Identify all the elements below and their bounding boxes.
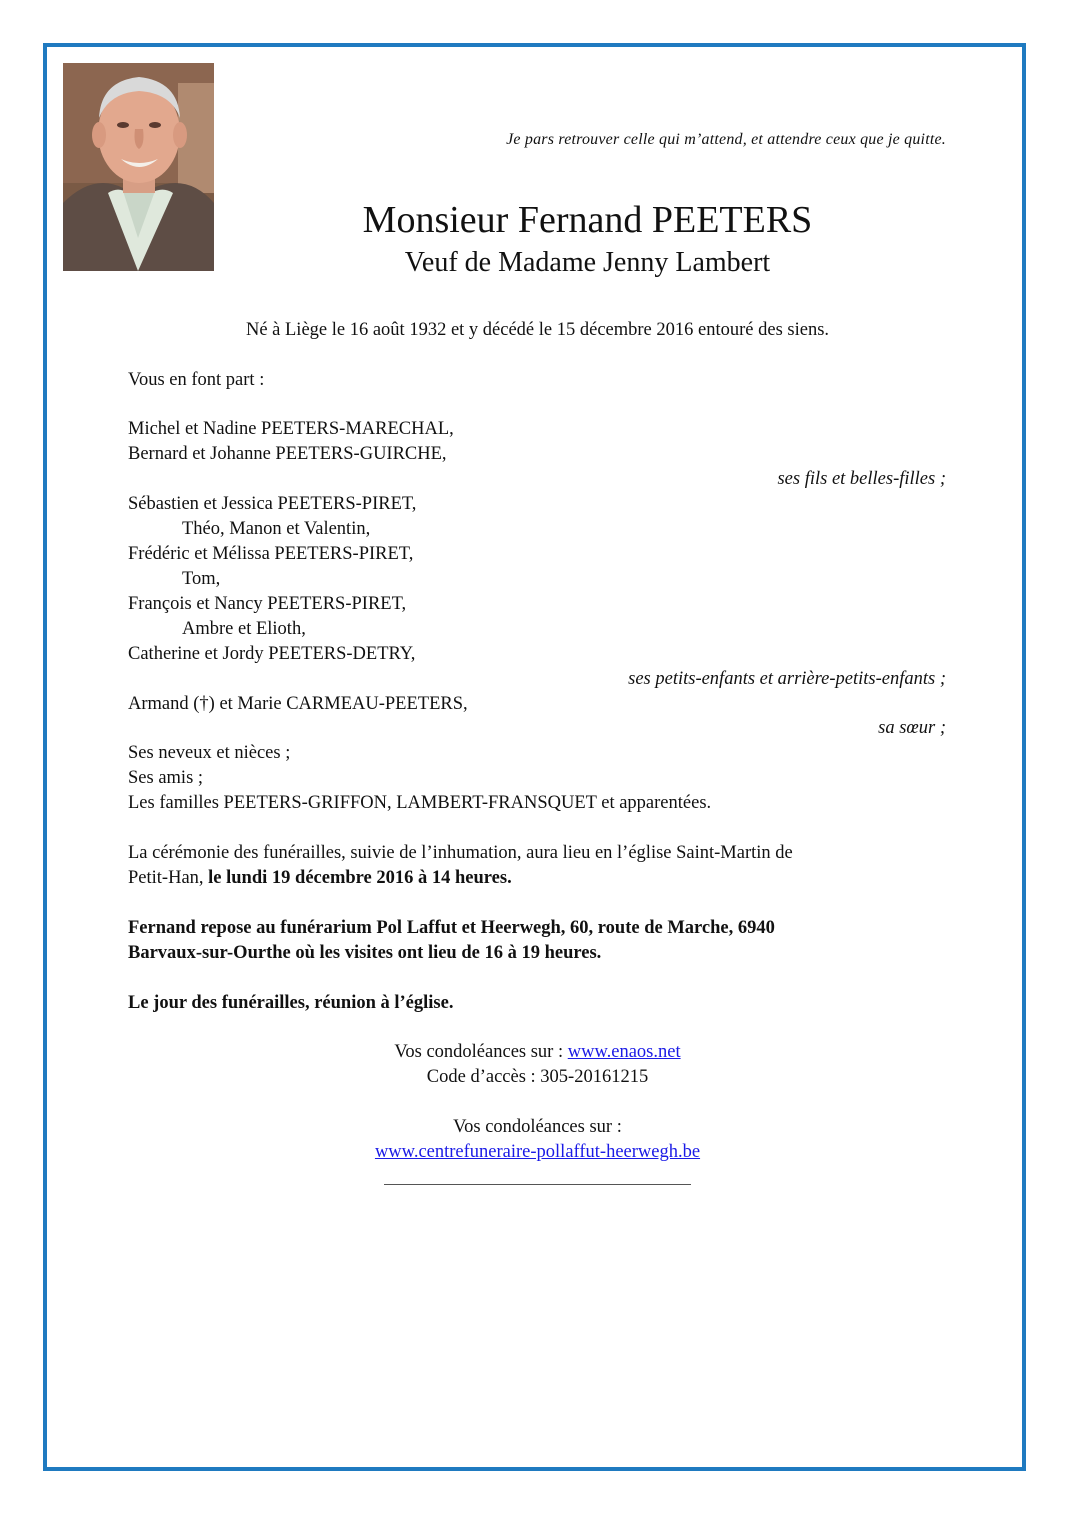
ceremony-place: Petit-Han, [128, 868, 209, 888]
birth-death-line: Né à Liège le 16 août 1932 et y décédé le 15 décembre 2016 entouré des siens. [245, 320, 830, 340]
family-line: Michel et Nadine PEETERS-MARECHAL, [128, 419, 454, 439]
family-line: Armand (†) et Marie CARMEAU-PEETERS, [128, 694, 468, 714]
ceremony-line: La cérémonie des funérailles, suivie de l’inhumation, aura lieu en l’église Saint-Martin de [128, 843, 793, 863]
relation-label: ses fils et belles-filles ; [777, 469, 946, 489]
relation-label: ses petits-enfants et arrière-petits-enfants ; [628, 669, 946, 689]
family-line: Sébastien et Jessica PEETERS-PIRET, [128, 494, 417, 514]
intro-line: Vous en font part : [128, 370, 265, 390]
family-line-indented: Ambre et Elioth, [182, 619, 306, 639]
family-line: Les familles PEETERS-GRIFFON, LAMBERT-FRANSQUET et apparentées. [128, 793, 712, 813]
spouse-line: Veuf de Madame Jenny Lambert [404, 247, 771, 278]
epitaph-quote: Je pars retrouver celle qui m’attend, et attendre ceux que je quitte. [506, 131, 946, 148]
funeral-home-link[interactable]: www.centrefuneraire-pollaffut-heerwegh.be [374, 1142, 701, 1162]
family-line: Frédéric et Mélissa PEETERS-PIRET, [128, 544, 414, 564]
enaos-link[interactable]: www.enaos.net [567, 1042, 681, 1062]
repose-line: Barvaux-sur-Ourthe où les visites ont lieu de 16 à 19 heures. [128, 943, 602, 963]
repose-line: Fernand repose au funérarium Pol Laffut et Heerwegh, 60, route de Marche, 6940 [128, 918, 775, 938]
family-line: François et Nancy PEETERS-PIRET, [128, 594, 407, 614]
ceremony-line [128, 866, 512, 891]
reunion-line: Le jour des funérailles, réunion à l’église. [128, 993, 454, 1013]
funeral-home-link-line [0, 1140, 1075, 1165]
deceased-name: Monsieur Fernand PEETERS [362, 199, 813, 241]
condolences-line [0, 1040, 1075, 1065]
condolences-label: Vos condoléances sur : [453, 1117, 622, 1137]
family-line: Bernard et Johanne PEETERS-GUIRCHE, [128, 444, 447, 464]
family-line-indented: Tom, [182, 569, 221, 589]
relation-label: sa sœur ; [878, 718, 946, 738]
access-code: Code d’accès : 305-20161215 [426, 1067, 649, 1087]
family-line: Ses neveux et nièces ; [128, 743, 291, 763]
ceremony-date: le lundi 19 décembre 2016 à 14 heures. [208, 868, 512, 888]
family-line: Catherine et Jordy PEETERS-DETRY, [128, 644, 416, 664]
divider [384, 1184, 691, 1185]
family-line: Ses amis ; [128, 768, 204, 788]
family-line-indented: Théo, Manon et Valentin, [182, 519, 371, 539]
condolences-label: Vos condoléances sur : [394, 1042, 568, 1062]
